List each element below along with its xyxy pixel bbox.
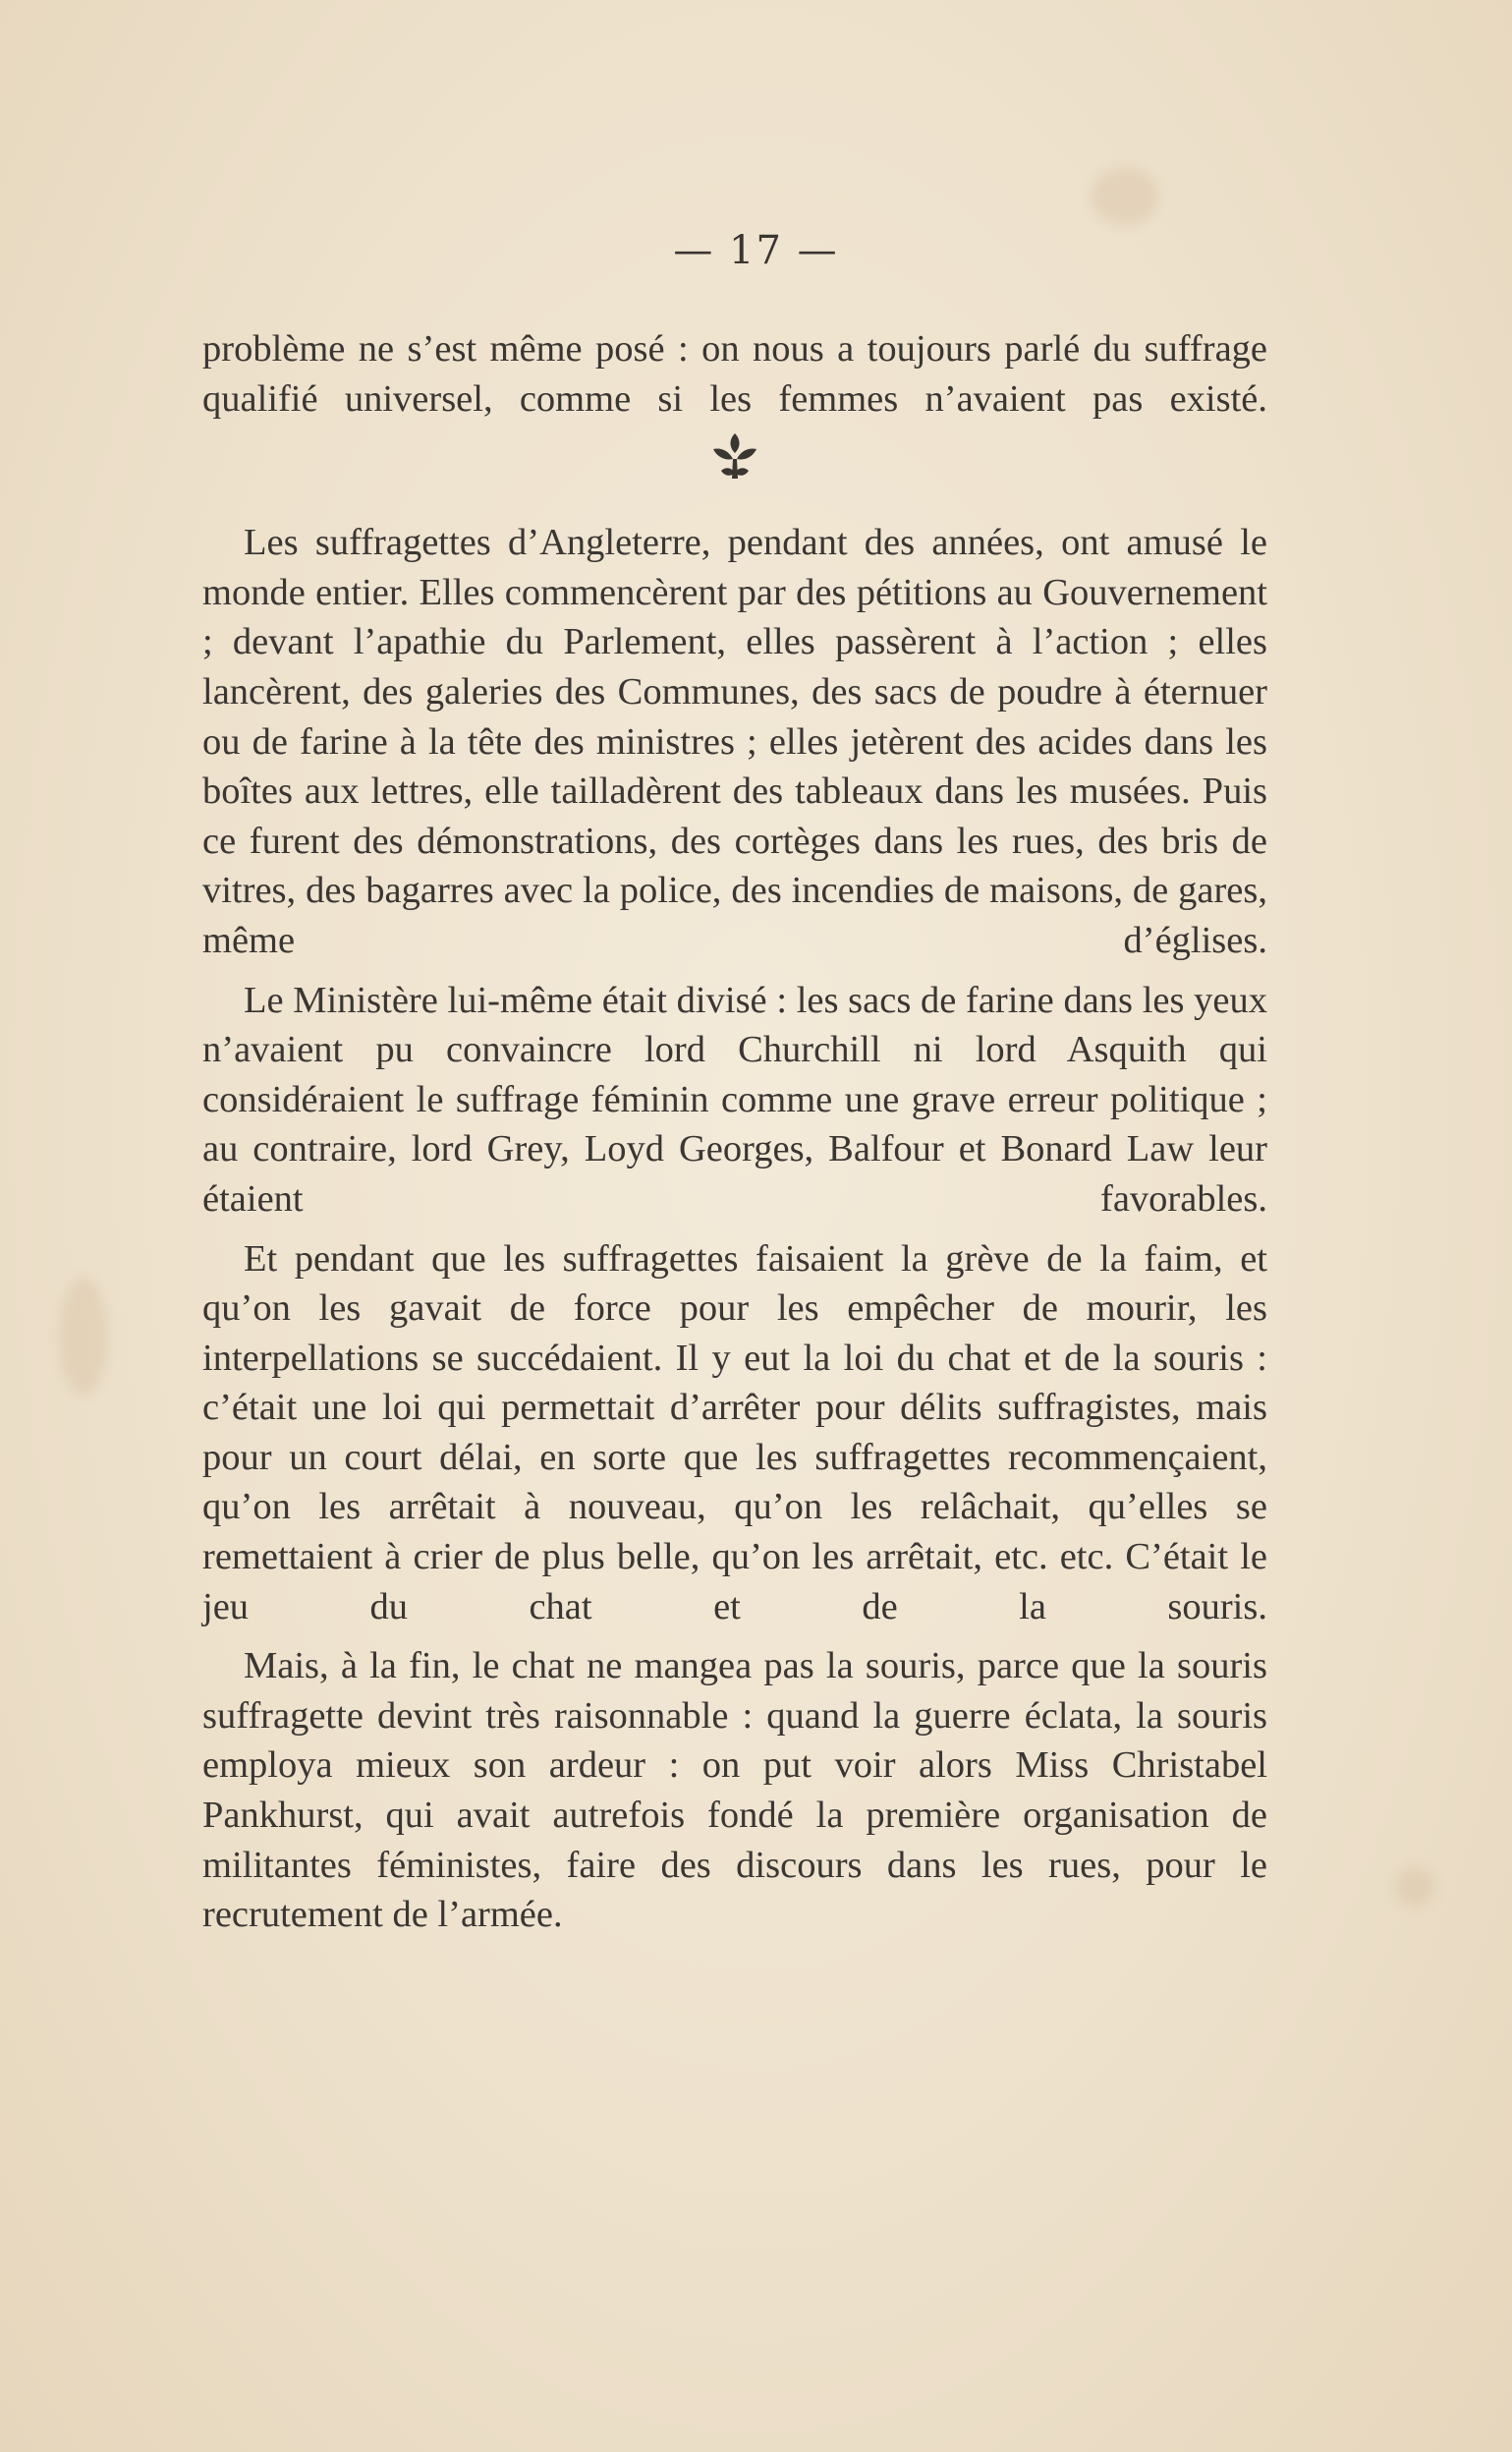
paragraph: Le Ministère lui-même était divisé : les sacs de farine dans les yeux n’avaient pu convaincre lord Churchill ni lord Asquith qui considéraient le suffrage féminin comme une grave erreur politique ; au contraire, lord Grey, Loyd Georges, Balfour et Bonard Law leur étaient favorables. xyxy=(202,979,1267,1220)
paragraph: Mais, à la fin, le chat ne mangea pas la souris, parce que la souris suffragette devint très raisonnable : quand la guerre éclata, la souris employa mieux son ardeur : on put voir alors Miss Christabel Pankhurst, qui avait autrefois fondé la première organisation de militantes féministes, faire des discours dans les rues, pour le recrutement de l’armée. xyxy=(202,1645,1267,1936)
page-number: — 17 — xyxy=(673,228,839,273)
fleur-ornament-icon xyxy=(707,429,762,485)
paragraph: problème ne s’est même posé : on nous a toujours parlé du suffrage qualifié universel, comme si les femmes n’avaient pas existé. xyxy=(202,328,1267,420)
ornament-divider xyxy=(202,424,1267,518)
paragraph: Et pendant que les suffragettes faisaient la grève de la faim, et qu’on les gavait de force pour les empêcher de mourir, les interpellations se succédaient. Il y eut la loi du chat et de la souris : c’était une loi qui permettait d’arrêter pour délits suffragistes, mais pour un court délai, en sorte que les suffragettes recommençaient, qu’on les arrêtait à nouveau, qu’on les relâchait, qu’elles se remettaient à crier de plus belle, qu’on les arrêtait, etc. etc. C’était le jeu du chat et de la souris. xyxy=(202,1237,1267,1627)
body-text xyxy=(202,324,1267,1940)
paper-stain xyxy=(1395,1867,1434,1907)
paper-stain xyxy=(1091,167,1159,226)
paper-stain xyxy=(59,1278,108,1396)
paragraph: Les suffragettes d’Angleterre, pendant des années, ont amusé le monde entier. Elles commencèrent par des pétitions au Gouvernement ; devant l’apathie du Parlement, elles passèrent à l’action ; elles lancèrent, des galeries des Communes, des sacs de poudre à éternuer ou de farine à la tête des ministres ; elles jetèrent des acides dans les boîtes aux lettres, elle tailladèrent des tableaux dans les musées. Puis ce furent des démonstrations, des cortèges dans les rues, des bris de vitres, des bagarres avec la police, des incendies de maisons, de gares, même d’églises. xyxy=(202,522,1267,961)
